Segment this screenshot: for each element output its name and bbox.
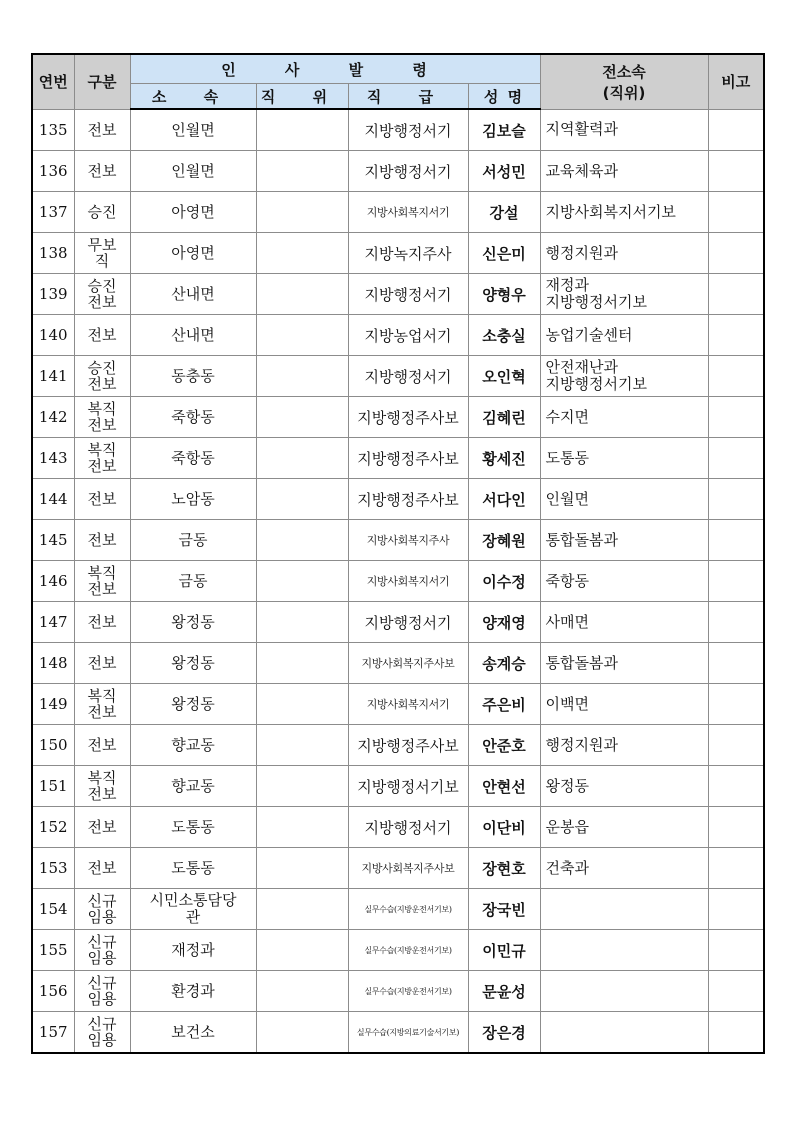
header-no: 연번	[32, 54, 74, 109]
table-row	[32, 684, 764, 725]
cell-dept: 죽항동	[130, 438, 256, 479]
cell-prev: 건축과	[540, 848, 708, 889]
table-body	[32, 109, 764, 1053]
cell-grade: 실무수습(지방운전서기보)	[348, 889, 468, 930]
cell-kind: 승진 전보	[74, 356, 130, 397]
cell-prev: 도통동	[540, 438, 708, 479]
cell-dept: 도통동	[130, 807, 256, 848]
cell-note	[708, 766, 764, 807]
cell-name: 황세진	[468, 438, 540, 479]
table-row	[32, 889, 764, 930]
cell-prev	[540, 930, 708, 971]
cell-kind: 전보	[74, 109, 130, 151]
cell-kind: 승진 전보	[74, 274, 130, 315]
cell-position	[256, 479, 348, 520]
cell-dept: 금동	[130, 561, 256, 602]
cell-position	[256, 561, 348, 602]
cell-kind: 신규 임용	[74, 930, 130, 971]
cell-prev: 인월면	[540, 479, 708, 520]
cell-kind: 전보	[74, 602, 130, 643]
header-name: 성 명	[468, 84, 540, 110]
cell-no: 139	[32, 274, 74, 315]
cell-no: 147	[32, 602, 74, 643]
cell-kind: 전보	[74, 479, 130, 520]
cell-grade: 지방행정서기	[348, 151, 468, 192]
cell-kind: 전보	[74, 807, 130, 848]
cell-grade: 지방행정서기보	[348, 766, 468, 807]
cell-prev: 안전재난과 지방행정서기보	[540, 356, 708, 397]
table-row	[32, 807, 764, 848]
cell-grade: 지방사회복지주사보	[348, 643, 468, 684]
cell-no: 149	[32, 684, 74, 725]
cell-position	[256, 971, 348, 1012]
cell-name: 장현호	[468, 848, 540, 889]
cell-position	[256, 1012, 348, 1054]
cell-note	[708, 479, 764, 520]
cell-grade: 실무수습(지방운전서기보)	[348, 971, 468, 1012]
cell-prev: 이백면	[540, 684, 708, 725]
cell-dept: 왕정동	[130, 602, 256, 643]
cell-prev: 농업기술센터	[540, 315, 708, 356]
cell-dept: 인월면	[130, 151, 256, 192]
cell-grade: 지방녹지주사	[348, 233, 468, 274]
cell-name: 김혜린	[468, 397, 540, 438]
cell-name: 장혜원	[468, 520, 540, 561]
cell-no: 144	[32, 479, 74, 520]
cell-note	[708, 151, 764, 192]
header-position: 직 위	[256, 84, 348, 110]
personnel-table	[31, 53, 765, 1054]
cell-prev: 수지면	[540, 397, 708, 438]
cell-prev: 운봉읍	[540, 807, 708, 848]
cell-name: 김보슬	[468, 109, 540, 151]
cell-dept: 왕정동	[130, 684, 256, 725]
cell-no: 155	[32, 930, 74, 971]
cell-position	[256, 192, 348, 233]
cell-note	[708, 684, 764, 725]
cell-name: 안현선	[468, 766, 540, 807]
table-row	[32, 520, 764, 561]
cell-dept: 보건소	[130, 1012, 256, 1054]
cell-dept: 왕정동	[130, 643, 256, 684]
table-row	[32, 356, 764, 397]
cell-note	[708, 520, 764, 561]
cell-no: 151	[32, 766, 74, 807]
cell-position	[256, 889, 348, 930]
table-row	[32, 971, 764, 1012]
cell-position	[256, 807, 348, 848]
cell-name: 양형우	[468, 274, 540, 315]
cell-name: 서성민	[468, 151, 540, 192]
cell-dept: 산내면	[130, 274, 256, 315]
cell-dept: 환경과	[130, 971, 256, 1012]
cell-name: 오인혁	[468, 356, 540, 397]
cell-no: 148	[32, 643, 74, 684]
table-row	[32, 315, 764, 356]
cell-note	[708, 356, 764, 397]
cell-kind: 복직 전보	[74, 438, 130, 479]
cell-note	[708, 397, 764, 438]
cell-dept: 재정과	[130, 930, 256, 971]
cell-position	[256, 684, 348, 725]
cell-no: 137	[32, 192, 74, 233]
cell-prev: 통합돌봄과	[540, 520, 708, 561]
cell-kind: 복직 전보	[74, 397, 130, 438]
table-row	[32, 233, 764, 274]
cell-prev: 사매면	[540, 602, 708, 643]
cell-kind: 전보	[74, 725, 130, 766]
cell-prev: 죽항동	[540, 561, 708, 602]
cell-name: 안준호	[468, 725, 540, 766]
cell-no: 140	[32, 315, 74, 356]
cell-position	[256, 602, 348, 643]
cell-no: 135	[32, 109, 74, 151]
cell-note	[708, 930, 764, 971]
cell-position	[256, 643, 348, 684]
cell-kind: 전보	[74, 643, 130, 684]
cell-name: 송계승	[468, 643, 540, 684]
cell-no: 143	[32, 438, 74, 479]
cell-position	[256, 315, 348, 356]
header-order-group: 인 사 발 령	[130, 54, 540, 84]
cell-note	[708, 725, 764, 766]
cell-note	[708, 233, 764, 274]
cell-dept: 금동	[130, 520, 256, 561]
table-row	[32, 766, 764, 807]
cell-name: 서다인	[468, 479, 540, 520]
cell-kind: 복직 전보	[74, 766, 130, 807]
cell-position	[256, 725, 348, 766]
cell-grade: 지방행정주사보	[348, 438, 468, 479]
header-kind: 구분	[74, 54, 130, 109]
cell-no: 157	[32, 1012, 74, 1054]
cell-note	[708, 438, 764, 479]
cell-kind: 전보	[74, 520, 130, 561]
cell-dept: 시민소통담당 관	[130, 889, 256, 930]
cell-dept: 향교동	[130, 725, 256, 766]
table-row	[32, 397, 764, 438]
cell-note	[708, 192, 764, 233]
cell-kind: 전보	[74, 848, 130, 889]
cell-prev	[540, 1012, 708, 1054]
cell-no: 145	[32, 520, 74, 561]
cell-no: 154	[32, 889, 74, 930]
cell-position	[256, 397, 348, 438]
cell-prev: 왕정동	[540, 766, 708, 807]
cell-grade: 실무수습(지방의료기술서기보)	[348, 1012, 468, 1054]
cell-note	[708, 848, 764, 889]
cell-grade: 실무수습(지방운전서기보)	[348, 930, 468, 971]
cell-grade: 지방행정서기	[348, 274, 468, 315]
cell-no: 150	[32, 725, 74, 766]
cell-note	[708, 315, 764, 356]
cell-grade: 지방사회복지서기	[348, 561, 468, 602]
cell-no: 146	[32, 561, 74, 602]
cell-grade: 지방사회복지서기	[348, 684, 468, 725]
cell-grade: 지방농업서기	[348, 315, 468, 356]
table-row	[32, 725, 764, 766]
cell-name: 양재영	[468, 602, 540, 643]
table-row	[32, 561, 764, 602]
cell-dept: 노암동	[130, 479, 256, 520]
header-dept: 소 속	[130, 84, 256, 110]
cell-kind: 전보	[74, 315, 130, 356]
header-grade: 직 급	[348, 84, 468, 110]
cell-grade: 지방행정서기	[348, 602, 468, 643]
cell-position	[256, 930, 348, 971]
table-row	[32, 643, 764, 684]
cell-name: 장국빈	[468, 889, 540, 930]
cell-note	[708, 561, 764, 602]
cell-position	[256, 848, 348, 889]
header-prev-line1: 전소속	[602, 62, 646, 81]
cell-prev: 지역활력과	[540, 109, 708, 151]
cell-grade: 지방행정주사보	[348, 725, 468, 766]
cell-grade: 지방사회복지서기	[348, 192, 468, 233]
cell-position	[256, 766, 348, 807]
cell-grade: 지방행정서기	[348, 807, 468, 848]
cell-kind: 무보 직	[74, 233, 130, 274]
cell-kind: 신규 임용	[74, 1012, 130, 1054]
cell-note	[708, 807, 764, 848]
cell-position	[256, 520, 348, 561]
cell-note	[708, 971, 764, 1012]
table-row	[32, 848, 764, 889]
cell-no: 153	[32, 848, 74, 889]
cell-note	[708, 602, 764, 643]
cell-name: 문윤성	[468, 971, 540, 1012]
cell-prev: 행정지원과	[540, 233, 708, 274]
cell-note	[708, 274, 764, 315]
cell-position	[256, 438, 348, 479]
cell-grade: 지방행정서기	[348, 356, 468, 397]
header-prev-line2: (직위)	[602, 83, 646, 102]
cell-no: 142	[32, 397, 74, 438]
cell-name: 이수정	[468, 561, 540, 602]
cell-kind: 신규 임용	[74, 971, 130, 1012]
cell-dept: 인월면	[130, 109, 256, 151]
personnel-order-sheet	[31, 53, 765, 1054]
cell-kind: 복직 전보	[74, 561, 130, 602]
cell-kind: 전보	[74, 151, 130, 192]
cell-grade: 지방행정서기	[348, 109, 468, 151]
table-row	[32, 192, 764, 233]
cell-prev	[540, 971, 708, 1012]
table-row	[32, 438, 764, 479]
cell-dept: 산내면	[130, 315, 256, 356]
cell-position	[256, 233, 348, 274]
cell-name: 신은미	[468, 233, 540, 274]
cell-note	[708, 643, 764, 684]
cell-kind: 승진	[74, 192, 130, 233]
header-prev	[540, 54, 708, 109]
table-row	[32, 479, 764, 520]
cell-name: 강설	[468, 192, 540, 233]
table-row	[32, 274, 764, 315]
cell-dept: 동충동	[130, 356, 256, 397]
cell-grade: 지방행정주사보	[348, 397, 468, 438]
cell-note	[708, 109, 764, 151]
cell-position	[256, 109, 348, 151]
cell-grade: 지방행정주사보	[348, 479, 468, 520]
cell-grade: 지방사회복지주사보	[348, 848, 468, 889]
cell-no: 136	[32, 151, 74, 192]
cell-name: 소충실	[468, 315, 540, 356]
cell-note	[708, 889, 764, 930]
table-header	[32, 54, 764, 109]
table-row	[32, 602, 764, 643]
table-row	[32, 1012, 764, 1054]
cell-no: 156	[32, 971, 74, 1012]
cell-prev: 지방사회복지서기보	[540, 192, 708, 233]
cell-no: 152	[32, 807, 74, 848]
cell-dept: 아영면	[130, 192, 256, 233]
cell-position	[256, 274, 348, 315]
table-row	[32, 930, 764, 971]
cell-prev	[540, 889, 708, 930]
cell-dept: 도통동	[130, 848, 256, 889]
table-row	[32, 109, 764, 151]
cell-note	[708, 1012, 764, 1054]
cell-prev: 재정과 지방행정서기보	[540, 274, 708, 315]
cell-no: 138	[32, 233, 74, 274]
cell-prev: 통합돌봄과	[540, 643, 708, 684]
cell-kind: 신규 임용	[74, 889, 130, 930]
cell-name: 이단비	[468, 807, 540, 848]
cell-prev: 행정지원과	[540, 725, 708, 766]
cell-name: 이민규	[468, 930, 540, 971]
cell-position	[256, 356, 348, 397]
table-row	[32, 151, 764, 192]
cell-position	[256, 151, 348, 192]
cell-dept: 죽항동	[130, 397, 256, 438]
cell-name: 주은비	[468, 684, 540, 725]
cell-name: 장은경	[468, 1012, 540, 1054]
cell-grade: 지방사회복지주사	[348, 520, 468, 561]
cell-no: 141	[32, 356, 74, 397]
cell-prev: 교육체육과	[540, 151, 708, 192]
header-note: 비고	[708, 54, 764, 109]
cell-dept: 향교동	[130, 766, 256, 807]
cell-kind: 복직 전보	[74, 684, 130, 725]
cell-dept: 아영면	[130, 233, 256, 274]
